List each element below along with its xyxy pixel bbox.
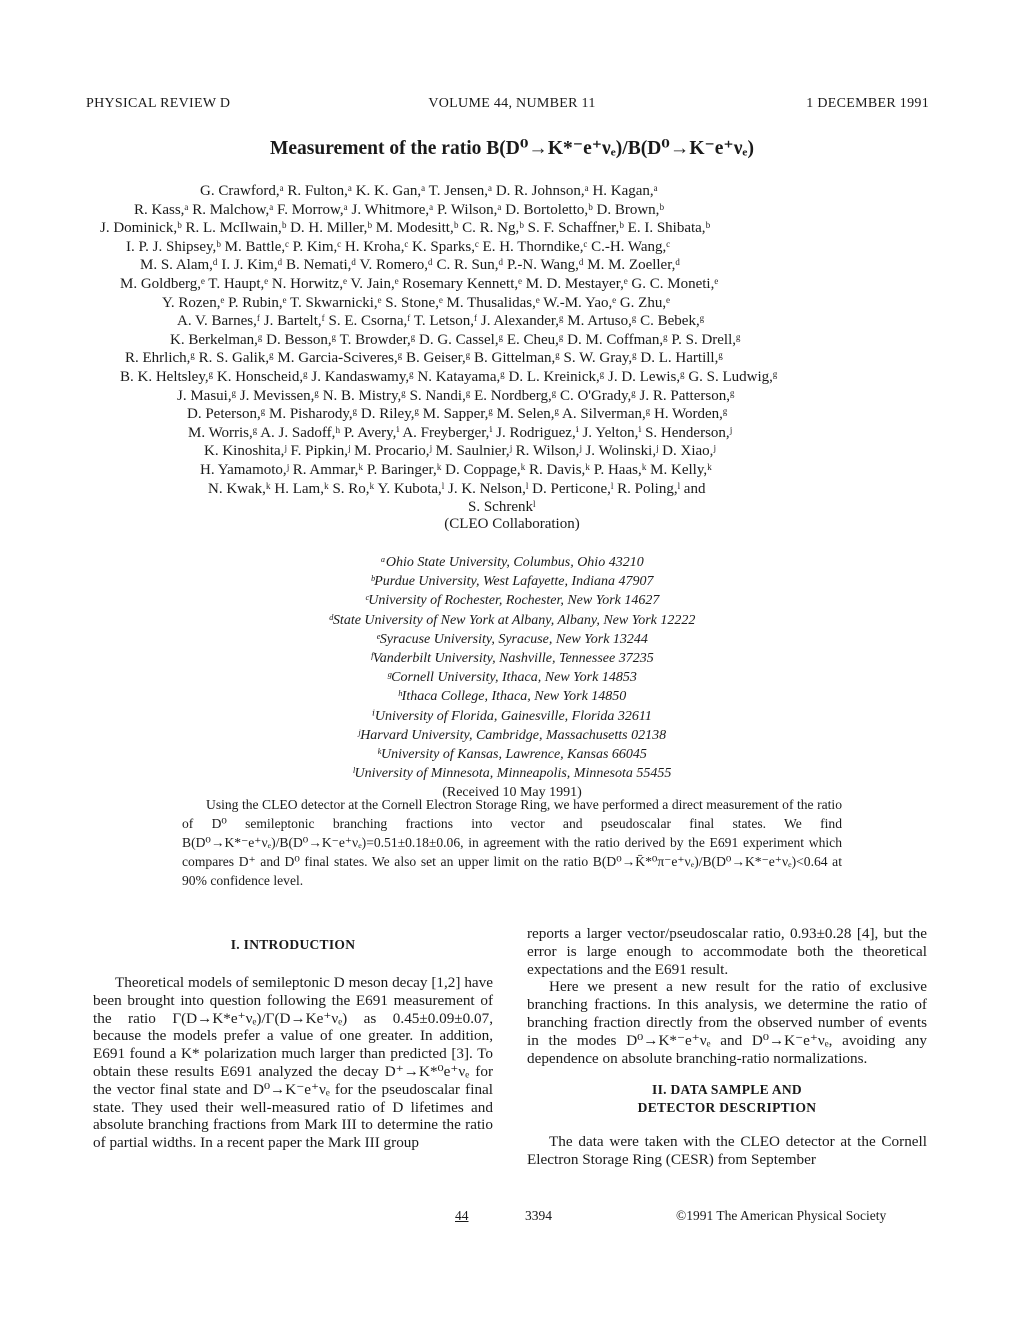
left-column	[93, 925, 493, 1152]
author-line: H. Yamamoto,ʲ R. Ammar,ᵏ P. Baringer,ᵏ D. Coppage,ᵏ R. Davis,ᵏ P. Haas,ᵏ M. Kelly,ᵏ	[200, 461, 712, 478]
author-line: A. V. Barnes,ᶠ J. Bartelt,ᶠ S. E. Csorna,ᶠ T. Letson,ᶠ J. Alexander,ᵍ M. Artuso,ᵍ C. Bebek,ᵍ	[177, 313, 705, 330]
abstract-text: Using the CLEO detector at the Cornell Electron Storage Ring, we have performed a direct measurement of the ratio of D⁰ semileptonic branching fractions into vector and pseudoscalar final states. We find B(D⁰→K*⁻e⁺νₑ)/B(D⁰→K⁻e⁺νₑ)=0.51±0.18±0.06, in agreement with the ratio derived by the E691 experiment which compares D⁺ and D⁰ final states. We also set an upper limit on the ratio B(D⁰→K̄*⁰π⁻e⁺νₑ)/B(D⁰→K*⁻e⁺νₑ)<0.64 at 90% confidence level.	[182, 797, 842, 888]
affiliation-line: ᵍCornell University, Ithaca, New York 14853	[387, 670, 637, 686]
footer-volume: 44	[455, 1208, 469, 1223]
affiliation-line: ᵇPurdue University, West Lafayette, Indiana 47907	[370, 574, 654, 590]
author-line: N. Kwak,ᵏ H. Lam,ᵏ S. Ro,ᵏ Y. Kubota,ˡ J. K. Nelson,ˡ D. Perticone,ˡ R. Poling,ˡ and	[208, 480, 706, 497]
section-heading-introduction: I. INTRODUCTION	[230, 937, 356, 952]
body-paragraph: The data were taken with the CLEO detector at the Cornell Electron Storage Ring (CESR) from September	[527, 1133, 927, 1169]
right-column	[527, 925, 927, 1169]
affiliation-line: ᵃOhio State University, Columbus, Ohio 43210	[380, 555, 644, 570]
footer-page-number: 3394	[525, 1208, 552, 1223]
affiliation-line: ˡUniversity of Minnesota, Minneapolis, Minnesota 55455	[352, 766, 672, 782]
author-line: R. Kass,ᵃ R. Malchow,ᵃ F. Morrow,ᵃ J. Whitmore,ᵃ P. Wilson,ᵃ D. Bortoletto,ᵇ D. Brown,ᵇ	[134, 201, 665, 218]
author-line: M. Worris,ᵍ A. J. Sadoff,ʰ P. Avery,ⁱ A. Freyberger,ⁱ J. Rodriguez,ⁱ J. Yelton,ⁱ S. Henderson,ʲ	[188, 424, 732, 441]
affiliation-line: ᶜUniversity of Rochester, Rochester, New York 14627	[364, 593, 660, 609]
author-line: D. Peterson,ᵍ M. Pisharody,ᵍ D. Riley,ᵍ M. Sapper,ᵍ M. Selen,ᵍ A. Silverman,ᵍ H. Worden,ᵍ	[187, 406, 728, 423]
author-line: K. Berkelman,ᵍ D. Besson,ᵍ T. Browder,ᵍ D. G. Cassel,ᵍ E. Cheu,ᵍ D. M. Coffman,ᵍ P. S. Drell,ᵍ	[170, 331, 741, 348]
received-date: (Received 10 May 1991)	[442, 785, 582, 801]
author-line: Y. Rozen,ᵉ P. Rubin,ᵉ T. Skwarnicki,ᵉ S. Stone,ᵉ M. Thusalidas,ᵉ W.-M. Yao,ᵉ G. Zhu,ᵉ	[162, 294, 670, 311]
affiliation-line: ʰIthaca College, Ithaca, New York 14850	[397, 689, 627, 705]
footer-copyright: ©1991 The American Physical Society	[676, 1208, 887, 1223]
collaboration-name: (CLEO Collaboration)	[444, 516, 580, 532]
journal-name: PHYSICAL REVIEW D	[86, 96, 231, 111]
author-line: S. Schrenkˡ	[468, 499, 536, 516]
affiliation-line: ⁱUniversity of Florida, Gainesville, Florida 32611	[372, 708, 652, 724]
affiliation-line: ᶠVanderbilt University, Nashville, Tennessee 37235	[370, 651, 654, 667]
affiliation-line: ʲHarvard University, Cambridge, Massachusetts 02138	[357, 727, 667, 743]
author-line: G. Crawford,ᵃ R. Fulton,ᵃ K. K. Gan,ᵃ T. Jensen,ᵃ D. R. Johnson,ᵃ H. Kagan,ᵃ	[200, 183, 658, 199]
author-line: R. Ehrlich,ᵍ R. S. Galik,ᵍ M. Garcia-Sciveres,ᵍ B. Geiser,ᵍ B. Gittelman,ᵍ S. W. Gray,ᵍ D. L. Hartill,ᵍ	[125, 350, 723, 367]
author-line: K. Kinoshita,ʲ F. Pipkin,ʲ M. Procario,ʲ M. Saulnier,ʲ R. Wilson,ʲ J. Wolinski,ʲ D. Xiao,ʲ	[204, 443, 716, 460]
author-line: I. P. J. Shipsey,ᵇ M. Battle,ᶜ P. Kim,ᶜ H. Kroha,ᶜ K. Sparks,ᶜ E. H. Thorndike,ᶜ C.-H. Wang,ᶜ	[126, 238, 671, 255]
issue-date: 1 DECEMBER 1991	[806, 96, 929, 111]
affiliation-list	[0, 553, 1024, 803]
affiliation-line: ᵏUniversity of Kansas, Lawrence, Kansas 66045	[377, 747, 647, 763]
affiliation-line: ᵉSyracuse University, Syracuse, New York 13244	[376, 631, 648, 647]
volume-number: VOLUME 44, NUMBER 11	[428, 96, 596, 111]
introduction-paragraph: Theoretical models of semileptonic D meson decay [1,2] have been brought into question following the E691 measurement of the ratio Γ(D→K*e⁺νₑ)/Γ(D→Ke⁺νₑ) as 0.45±0.09±0.07, because the models prefer a value of one greater. In addition, E691 found a K* polarization much larger than predicted [3]. To obtain these results E691 analyzed the decay D⁺→K*⁰e⁺νₑ for the vector final state and D⁰→K⁻e⁺νₑ for the pseudoscalar final state. They used their well-measured ratio of D lifetimes and absolute branching fractions from Mark III to determine the ratio of partial widths. In a recent paper the Mark III group	[93, 974, 493, 1152]
abstract	[182, 795, 842, 890]
section-heading-data-sample	[527, 1081, 927, 1117]
affiliation-line: ᵈState University of New York at Albany, Albany, New York 12222	[328, 612, 696, 628]
author-line: J. Dominick,ᵇ R. L. McIlwain,ᵇ D. H. Miller,ᵇ M. Modesitt,ᵇ C. R. Ng,ᵇ S. F. Schaffner,ᵇ E. I. Shibata,ᵇ	[100, 220, 711, 237]
body-paragraph: Here we present a new result for the ratio of exclusive branching fractions. In this analysis, we determine the ratio of branching fraction directly from the observed number of events in the modes D⁰→K*⁻e⁺νₑ and D⁰→K⁻e⁺νₑ, avoiding any dependence on absolute branching-ratio normalizations.	[527, 978, 927, 1067]
author-list	[100, 182, 920, 517]
author-line: M. S. Alam,ᵈ I. J. Kim,ᵈ B. Nemati,ᵈ V. Romero,ᵈ C. R. Sun,ᵈ P.-N. Wang,ᵈ M. M. Zoeller,ᵈ	[140, 257, 681, 274]
author-line: M. Goldberg,ᵉ T. Haupt,ᵉ N. Horwitz,ᵉ V. Jain,ᵉ Rosemary Kennett,ᵉ M. D. Mestayer,ᵉ G. C. Moneti,ᵉ	[120, 275, 719, 292]
section-heading-line: II. DATA SAMPLE AND	[652, 1082, 802, 1098]
continued-paragraph: reports a larger vector/pseudoscalar ratio, 0.93±0.28 [4], but the error is large enough to accommodate both the theoretical expectations and the E691 result.	[527, 925, 927, 978]
section-heading-line: DETECTOR DESCRIPTION	[637, 1100, 817, 1116]
author-line: J. Masui,ᵍ J. Mevissen,ᵍ N. B. Mistry,ᵍ S. Nandi,ᵍ E. Nordberg,ᵍ C. O'Grady,ᵍ J. R. Patterson,ᵍ	[177, 387, 735, 404]
paper-title: Measurement of the ratio B(D⁰→K*⁻e⁺νₑ)/B(D⁰→K⁻e⁺νₑ)	[270, 138, 754, 159]
author-line: B. K. Heltsley,ᵍ K. Honscheid,ᵍ J. Kandaswamy,ᵍ N. Katayama,ᵍ D. L. Kreinick,ᵍ J. D. Lewis,ᵍ G. S. Ludwig,ᵍ	[120, 368, 778, 385]
